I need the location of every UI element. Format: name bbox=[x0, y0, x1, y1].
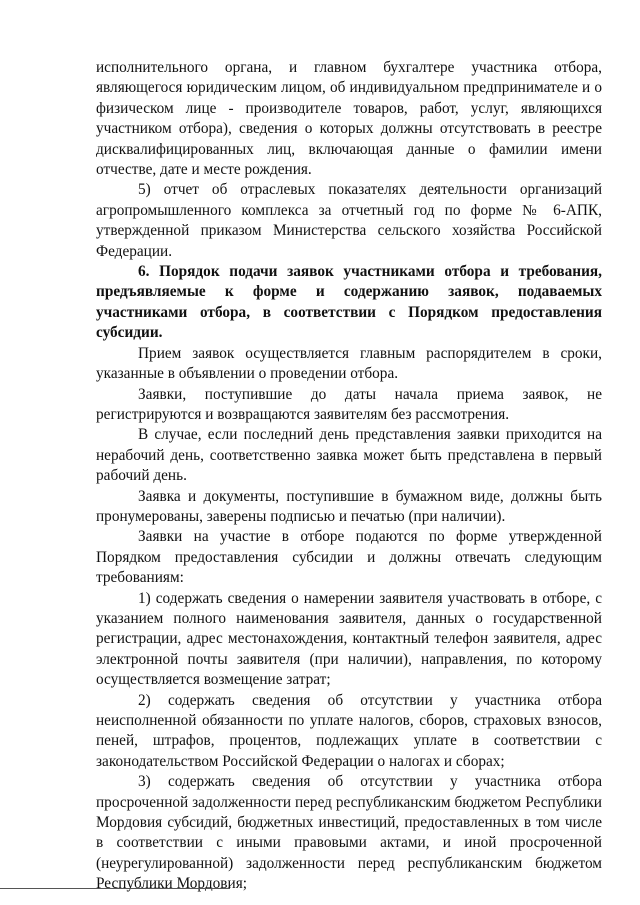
document-page bbox=[96, 58, 602, 895]
paragraph-item-5-report: 5) отчет об отраслевых показателях деятельности организаций агропромышленного комплекса за отчетный год по форме № 6-АПК, утвержденной приказом Министерства сельского хозяйства Российской Федерации. bbox=[96, 181, 602, 260]
paragraph-continuation-personal-data: исполнительного органа, и главном бухгалтере участника отбора, являющегося юридическим лицом, об индивидуальном предпринимателе и о физическом лице - производителе товаров, работ, услуг, являющихся участником отбора), сведения о которых должны отсутствовать в реестре дисквалифицированных лиц, включающая данные о фамилии имени отчестве, дате и месте рождения. bbox=[96, 59, 602, 179]
paragraph-early-applications: Заявки, поступившие до даты начала приема заявок, не регистрируются и возвращаются заявителям без рассмотрения. bbox=[96, 385, 602, 423]
list-item-requirement-2: 2) содержать сведения об отсутствии у участника отбора неисполненной обязанности по уплате налогов, сборов, страховых взносов, пеней, штрафов, процентов, подлежащих уплате в соответствии с законодательством Российской Федерации о налогах и сборах; bbox=[96, 691, 602, 770]
paragraph-paper-documents: Заявка и документы, поступившие в бумажном виде, должны быть пронумерованы, заверены подписью и печатью (при наличии). bbox=[96, 487, 602, 525]
paragraph-non-working-day: В случае, если последний день представления заявки приходится на нерабочий день, соответственно заявка может быть представлена в первый рабочий день. bbox=[96, 426, 602, 485]
paragraph-application-acceptance: Прием заявок осуществляется главным распорядителем в сроки, указанные в объявлении о проведении отбора. bbox=[96, 344, 602, 383]
section-heading-6: 6. Порядок подачи заявок участниками отбора и требования, предъявляемые к форме и содержанию заявок, подаваемых участниками отбора, в соответствии с Порядком предоставления субсидии. bbox=[96, 263, 602, 342]
footer-divider bbox=[0, 888, 230, 889]
list-item-requirement-1: 1) содержать сведения о намерении заявителя участвовать в отборе, с указанием полного наименования заявителя, данных о государственной регистрации, адрес местонахождения, контактный телефон заявителя, адрес электронной почты заявителя (при наличии), направления, по которому осуществляется возмещение затрат; bbox=[96, 589, 602, 689]
paragraph-application-requirements: Заявки на участие в отборе подаются по форме утвержденной Порядком предоставления субсидии и должны отвечать следующим требованиям: bbox=[96, 528, 602, 587]
list-item-requirement-3: 3) содержать сведения об отсутствии у участника отбора просроченной задолженности перед республиканским бюджетом Республики Мордовия субсидий, бюджетных инвестиций, предоставленных в том числе в соответствии с иными правовыми актами, и иной просроченной (неурегулированной) задолженности перед республиканским бюджетом Республики Мордовия; bbox=[96, 773, 602, 893]
